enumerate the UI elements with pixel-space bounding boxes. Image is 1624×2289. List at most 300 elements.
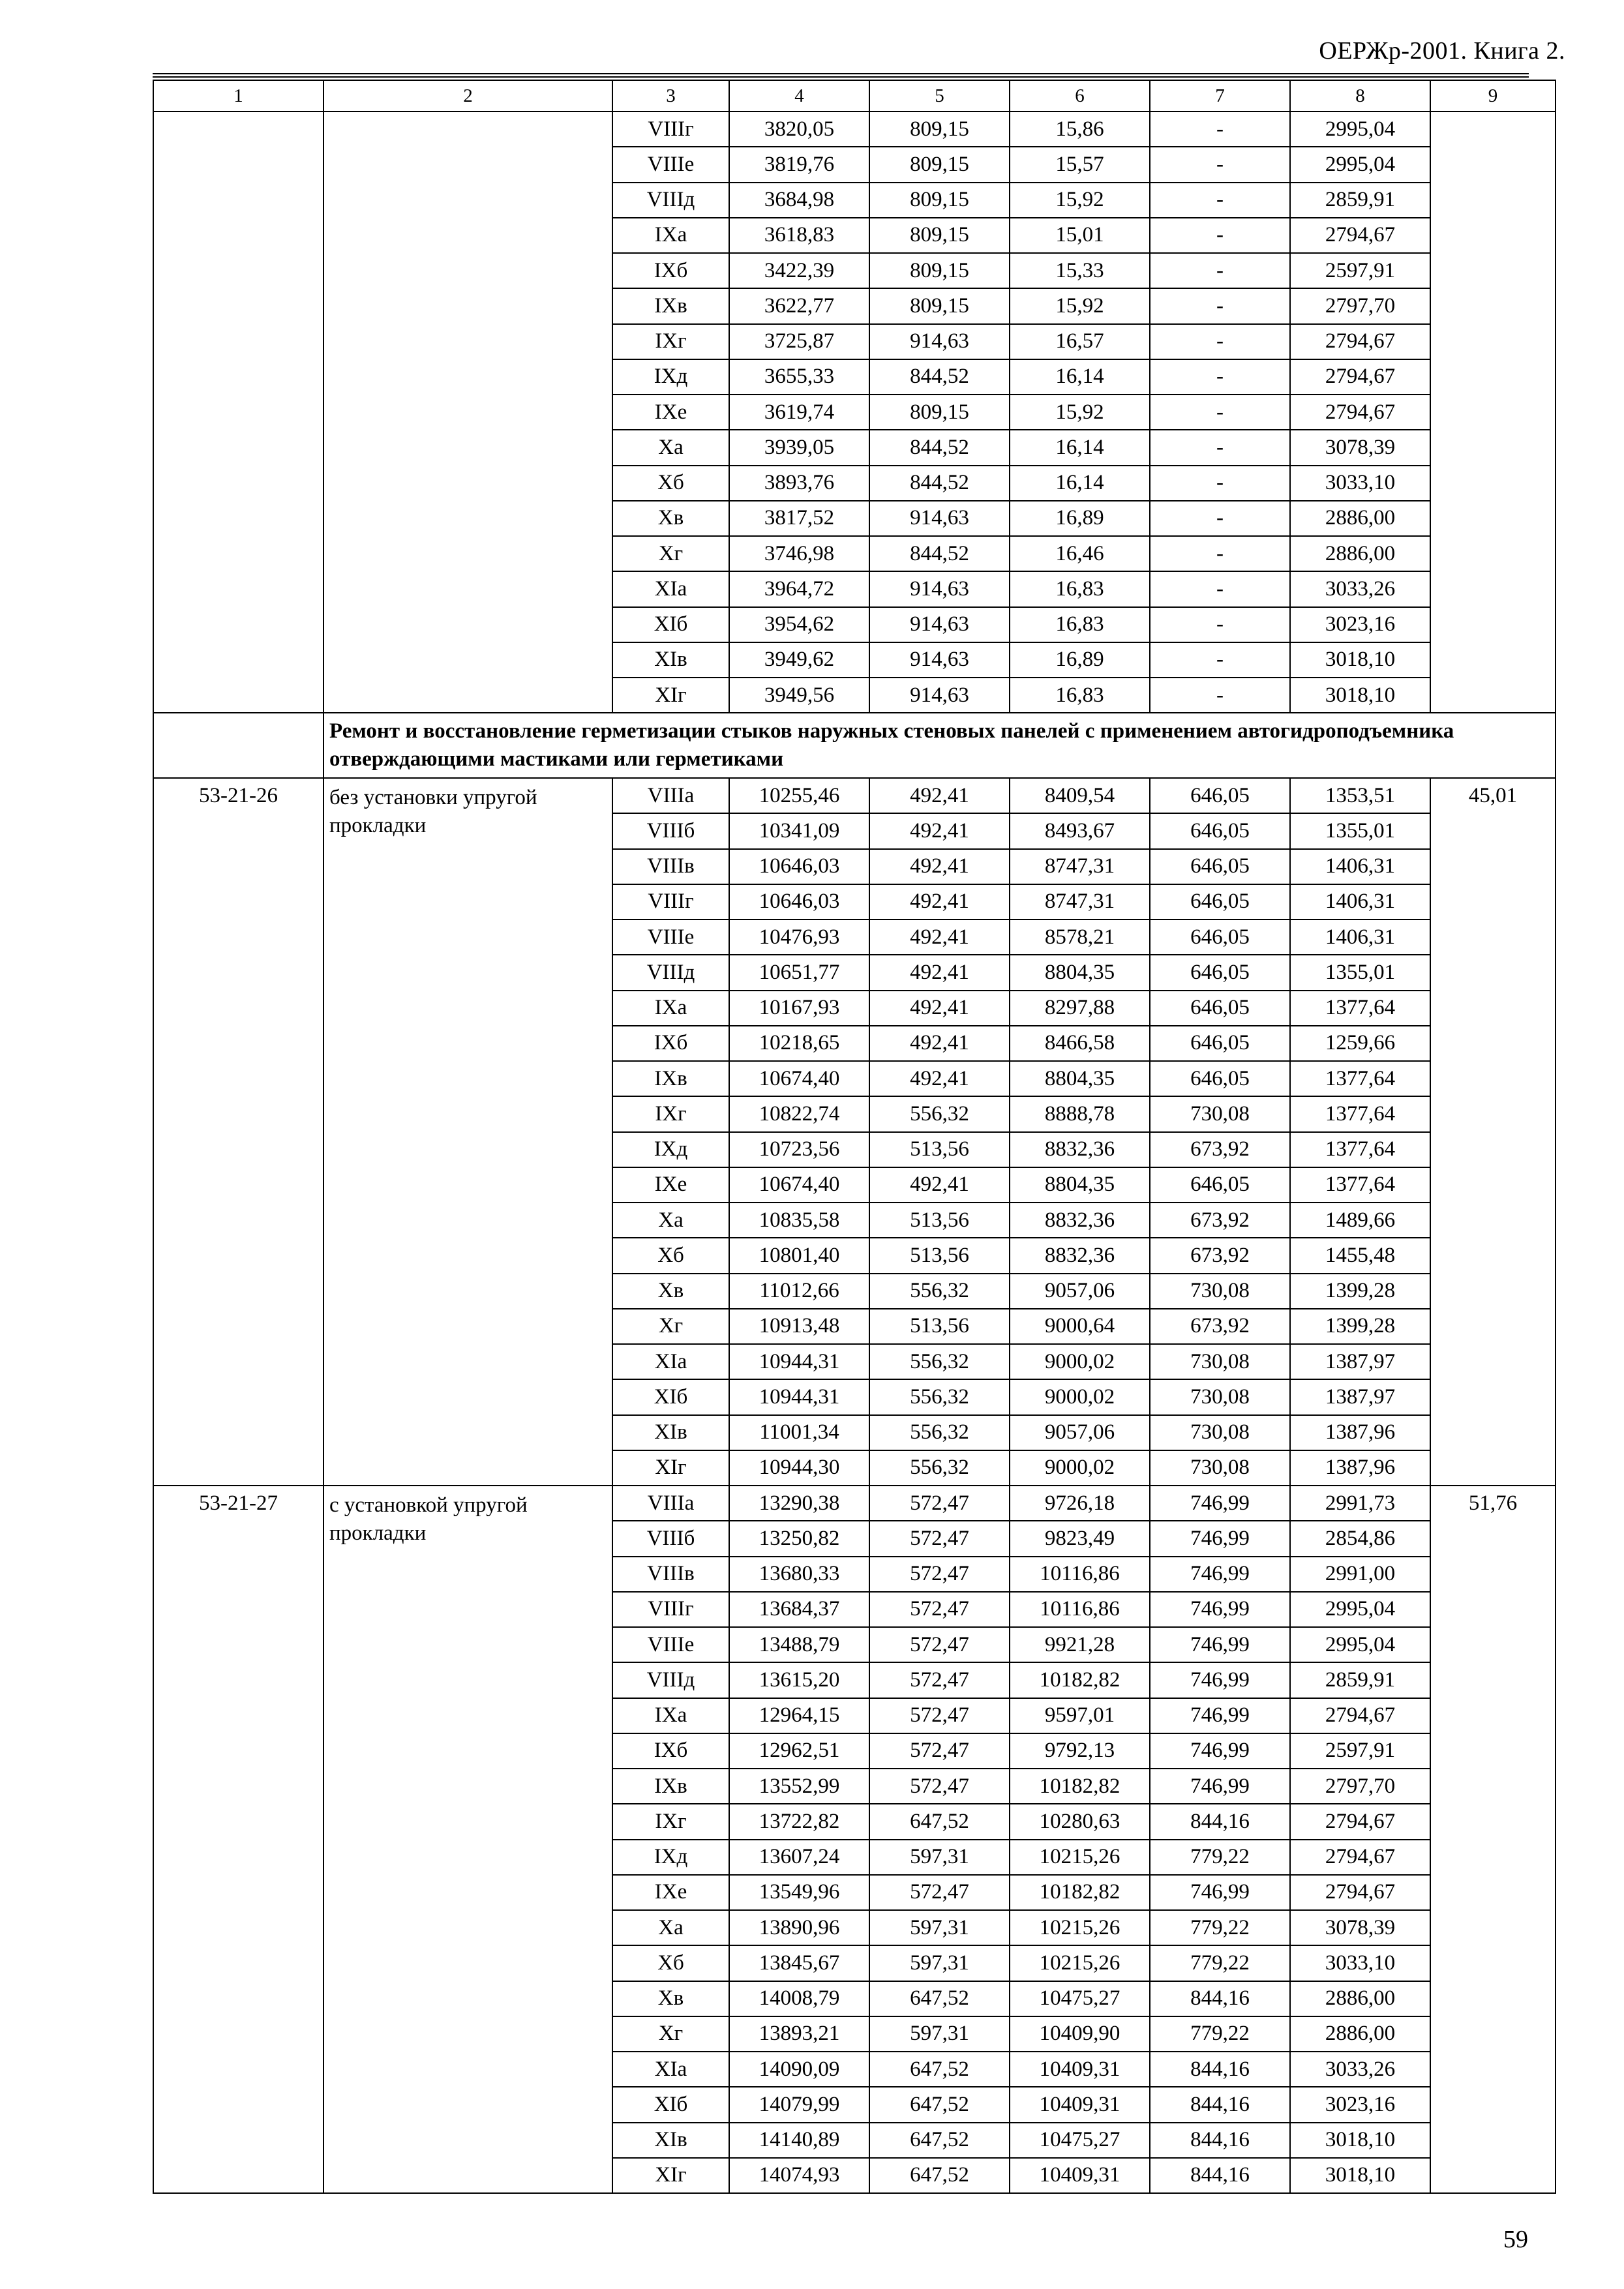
- value-cell: Xг: [612, 1309, 729, 1344]
- value-cell: -: [1150, 536, 1290, 571]
- value-cell: Xб: [612, 1238, 729, 1273]
- value-cell: 1399,28: [1290, 1274, 1430, 1309]
- column-number: 5: [869, 80, 1010, 112]
- value-cell: 14090,09: [729, 2052, 869, 2087]
- value-cell: 16,83: [1010, 571, 1150, 606]
- column-number: 6: [1010, 80, 1150, 112]
- value-cell: 8409,54: [1010, 778, 1150, 813]
- value-cell: 15,86: [1010, 112, 1150, 147]
- value-cell: 2886,00: [1290, 501, 1430, 536]
- value-cell: 10167,93: [729, 991, 869, 1026]
- value-cell: IXе: [612, 1875, 729, 1910]
- value-cell: 2794,67: [1290, 1840, 1430, 1875]
- value-cell: 3018,10: [1290, 678, 1430, 713]
- value-cell: Xб: [612, 1945, 729, 1981]
- value-cell: 3622,77: [729, 288, 869, 323]
- value-cell: 647,52: [869, 2052, 1010, 2087]
- value-cell: 646,05: [1150, 1026, 1290, 1061]
- value-cell: VIIIв: [612, 849, 729, 884]
- value-cell: 10674,40: [729, 1061, 869, 1096]
- value-cell: 10182,82: [1010, 1769, 1150, 1804]
- value-cell: 646,05: [1150, 920, 1290, 955]
- value-cell: 779,22: [1150, 1945, 1290, 1981]
- value-cell: 13488,79: [729, 1627, 869, 1662]
- value-cell: 3746,98: [729, 536, 869, 571]
- section-row: [153, 713, 1556, 778]
- value-cell: 2597,91: [1290, 253, 1430, 288]
- value-cell: 13684,37: [729, 1592, 869, 1627]
- value-cell: 2597,91: [1290, 1733, 1430, 1769]
- value-cell: 2854,86: [1290, 1521, 1430, 1556]
- value-cell: 10215,26: [1010, 1945, 1150, 1981]
- rate-description: с установкой упругой прокладки: [323, 1486, 612, 2193]
- value-cell: 746,99: [1150, 1698, 1290, 1733]
- value-cell: 572,47: [869, 1557, 1010, 1592]
- value-cell: 10182,82: [1010, 1662, 1150, 1698]
- value-cell: 9792,13: [1010, 1733, 1150, 1769]
- value-cell: 1406,31: [1290, 884, 1430, 920]
- value-cell: Xг: [612, 536, 729, 571]
- rate-code: 53-21-27: [153, 1486, 323, 2193]
- value-cell: 492,41: [869, 1167, 1010, 1203]
- rate-note: 51,76: [1430, 1486, 1556, 2193]
- value-cell: 3820,05: [729, 112, 869, 147]
- value-cell: 10913,48: [729, 1309, 869, 1344]
- value-cell: 16,14: [1010, 359, 1150, 395]
- value-cell: 779,22: [1150, 2016, 1290, 2052]
- value-cell: XIв: [612, 642, 729, 678]
- value-cell: -: [1150, 324, 1290, 359]
- value-cell: 10182,82: [1010, 1875, 1150, 1910]
- value-cell: 9597,01: [1010, 1698, 1150, 1733]
- table-row: [153, 778, 1556, 813]
- value-cell: -: [1150, 607, 1290, 642]
- value-cell: IXa: [612, 1698, 729, 1733]
- value-cell: 513,56: [869, 1132, 1010, 1167]
- value-cell: IXв: [612, 1061, 729, 1096]
- value-cell: 8747,31: [1010, 884, 1150, 920]
- value-cell: XIб: [612, 1379, 729, 1414]
- value-cell: 1377,64: [1290, 1096, 1430, 1131]
- value-cell: 13615,20: [729, 1662, 869, 1698]
- value-cell: 8804,35: [1010, 955, 1150, 990]
- value-cell: 1387,96: [1290, 1450, 1430, 1486]
- value-cell: 10835,58: [729, 1203, 869, 1238]
- value-cell: 844,16: [1150, 2158, 1290, 2193]
- value-cell: 3018,10: [1290, 2123, 1430, 2158]
- value-cell: 10218,65: [729, 1026, 869, 1061]
- value-cell: 9000,02: [1010, 1450, 1150, 1486]
- value-cell: 1377,64: [1290, 1061, 1430, 1096]
- value-cell: 10255,46: [729, 778, 869, 813]
- value-cell: XIa: [612, 1344, 729, 1379]
- note-cell: [1430, 112, 1556, 713]
- value-cell: 10116,86: [1010, 1592, 1150, 1627]
- value-cell: 10475,27: [1010, 1981, 1150, 2016]
- value-cell: 2794,67: [1290, 1804, 1430, 1839]
- value-cell: 3684,98: [729, 183, 869, 218]
- value-cell: 914,63: [869, 324, 1010, 359]
- value-cell: 746,99: [1150, 1557, 1290, 1592]
- value-cell: 646,05: [1150, 991, 1290, 1026]
- value-cell: 9726,18: [1010, 1486, 1150, 1521]
- value-cell: 914,63: [869, 642, 1010, 678]
- value-cell: 1377,64: [1290, 1167, 1430, 1203]
- value-cell: 3023,16: [1290, 607, 1430, 642]
- value-cell: IXв: [612, 288, 729, 323]
- value-cell: 3817,52: [729, 501, 869, 536]
- column-number: 2: [323, 80, 612, 112]
- value-cell: 809,15: [869, 183, 1010, 218]
- value-cell: 13845,67: [729, 1945, 869, 1981]
- value-cell: -: [1150, 466, 1290, 501]
- value-cell: -: [1150, 571, 1290, 606]
- value-cell: 673,92: [1150, 1309, 1290, 1344]
- value-cell: 8747,31: [1010, 849, 1150, 884]
- value-cell: 3018,10: [1290, 642, 1430, 678]
- value-cell: 844,16: [1150, 2087, 1290, 2122]
- column-number: 9: [1430, 80, 1556, 112]
- value-cell: 2995,04: [1290, 1627, 1430, 1662]
- table-row: [153, 1486, 1556, 1521]
- value-cell: 9000,02: [1010, 1344, 1150, 1379]
- value-cell: 746,99: [1150, 1486, 1290, 1521]
- value-cell: VIIIa: [612, 778, 729, 813]
- value-cell: Xб: [612, 466, 729, 501]
- value-cell: 647,52: [869, 1981, 1010, 2016]
- column-number: 7: [1150, 80, 1290, 112]
- value-cell: 746,99: [1150, 1875, 1290, 1910]
- value-cell: 844,16: [1150, 2123, 1290, 2158]
- value-cell: 730,08: [1150, 1344, 1290, 1379]
- value-cell: 572,47: [869, 1769, 1010, 1804]
- value-cell: 3422,39: [729, 253, 869, 288]
- value-cell: 492,41: [869, 1026, 1010, 1061]
- value-cell: 3023,16: [1290, 2087, 1430, 2122]
- value-cell: VIIIг: [612, 1592, 729, 1627]
- value-cell: 3018,10: [1290, 2158, 1430, 2193]
- value-cell: -: [1150, 218, 1290, 253]
- value-cell: 572,47: [869, 1662, 1010, 1698]
- value-cell: 597,31: [869, 1945, 1010, 1981]
- value-cell: Xв: [612, 1981, 729, 2016]
- value-cell: 1387,96: [1290, 1415, 1430, 1450]
- value-cell: 746,99: [1150, 1662, 1290, 1698]
- value-cell: 3725,87: [729, 324, 869, 359]
- value-cell: 556,32: [869, 1344, 1010, 1379]
- value-cell: 1455,48: [1290, 1238, 1430, 1273]
- value-cell: 2797,70: [1290, 288, 1430, 323]
- value-cell: IXд: [612, 1132, 729, 1167]
- value-cell: 2886,00: [1290, 536, 1430, 571]
- value-cell: 646,05: [1150, 955, 1290, 990]
- value-cell: -: [1150, 112, 1290, 147]
- value-cell: 10801,40: [729, 1238, 869, 1273]
- value-cell: 13890,96: [729, 1910, 869, 1945]
- value-cell: -: [1150, 501, 1290, 536]
- value-cell: 2859,91: [1290, 183, 1430, 218]
- value-cell: 3949,62: [729, 642, 869, 678]
- value-cell: 16,14: [1010, 430, 1150, 465]
- value-cell: XIг: [612, 2158, 729, 2193]
- value-cell: 10341,09: [729, 813, 869, 848]
- value-cell: 572,47: [869, 1698, 1010, 1733]
- column-number: 3: [612, 80, 729, 112]
- value-cell: 556,32: [869, 1379, 1010, 1414]
- value-cell: 914,63: [869, 607, 1010, 642]
- value-cell: 914,63: [869, 501, 1010, 536]
- value-cell: 809,15: [869, 253, 1010, 288]
- value-cell: Xa: [612, 1910, 729, 1945]
- document-header: ОЕРЖр-2001. Книга 2.: [1319, 37, 1565, 65]
- value-cell: 673,92: [1150, 1203, 1290, 1238]
- value-cell: 10944,30: [729, 1450, 869, 1486]
- value-cell: VIIIб: [612, 1521, 729, 1556]
- value-cell: 746,99: [1150, 1769, 1290, 1804]
- value-cell: 513,56: [869, 1203, 1010, 1238]
- value-cell: 3033,26: [1290, 2052, 1430, 2087]
- value-cell: 13549,96: [729, 1875, 869, 1910]
- value-cell: 646,05: [1150, 1061, 1290, 1096]
- value-cell: VIIIе: [612, 147, 729, 182]
- value-cell: 10409,31: [1010, 2052, 1150, 2087]
- value-cell: 10944,31: [729, 1344, 869, 1379]
- value-cell: 8493,67: [1010, 813, 1150, 848]
- value-cell: 1259,66: [1290, 1026, 1430, 1061]
- value-cell: 572,47: [869, 1733, 1010, 1769]
- value-cell: 556,32: [869, 1274, 1010, 1309]
- value-cell: IXе: [612, 1167, 729, 1203]
- value-cell: VIIIе: [612, 1627, 729, 1662]
- value-cell: 492,41: [869, 813, 1010, 848]
- value-cell: 646,05: [1150, 813, 1290, 848]
- table-row: [153, 112, 1556, 147]
- value-cell: 3949,56: [729, 678, 869, 713]
- value-cell: 844,52: [869, 466, 1010, 501]
- value-cell: 13680,33: [729, 1557, 869, 1592]
- value-cell: IXд: [612, 1840, 729, 1875]
- value-cell: 1355,01: [1290, 813, 1430, 848]
- value-cell: 10409,31: [1010, 2087, 1150, 2122]
- value-cell: 556,32: [869, 1415, 1010, 1450]
- value-cell: 11001,34: [729, 1415, 869, 1450]
- value-cell: 2797,70: [1290, 1769, 1430, 1804]
- value-cell: XIг: [612, 1450, 729, 1486]
- value-cell: Xa: [612, 1203, 729, 1238]
- value-cell: 15,33: [1010, 253, 1150, 288]
- value-cell: -: [1150, 147, 1290, 182]
- value-cell: 809,15: [869, 288, 1010, 323]
- value-cell: 10409,31: [1010, 2158, 1150, 2193]
- value-cell: 513,56: [869, 1238, 1010, 1273]
- value-cell: 3954,62: [729, 607, 869, 642]
- value-cell: XIa: [612, 571, 729, 606]
- value-cell: 746,99: [1150, 1592, 1290, 1627]
- value-cell: 597,31: [869, 2016, 1010, 2052]
- value-cell: 2859,91: [1290, 1662, 1430, 1698]
- value-cell: 647,52: [869, 2087, 1010, 2122]
- value-cell: 2995,04: [1290, 147, 1430, 182]
- section-title: Ремонт и восстановление герметизации стыков наружных стеновых панелей с применением автогидроподъемника отверждающими мастиками или герметиками: [323, 713, 1556, 778]
- value-cell: -: [1150, 253, 1290, 288]
- value-cell: 1399,28: [1290, 1309, 1430, 1344]
- rate-note: 45,01: [1430, 778, 1556, 1486]
- value-cell: 8832,36: [1010, 1132, 1150, 1167]
- value-cell: 10475,27: [1010, 2123, 1150, 2158]
- column-number: 8: [1290, 80, 1430, 112]
- value-cell: 809,15: [869, 147, 1010, 182]
- value-cell: 3893,76: [729, 466, 869, 501]
- value-cell: 3618,83: [729, 218, 869, 253]
- value-cell: VIIIе: [612, 920, 729, 955]
- code-cell: [153, 112, 323, 713]
- value-cell: 673,92: [1150, 1132, 1290, 1167]
- value-cell: 492,41: [869, 1061, 1010, 1096]
- value-cell: IXд: [612, 359, 729, 395]
- value-cell: 1355,01: [1290, 955, 1430, 990]
- value-cell: 3078,39: [1290, 430, 1430, 465]
- value-cell: 556,32: [869, 1450, 1010, 1486]
- value-cell: 572,47: [869, 1486, 1010, 1521]
- value-cell: 2886,00: [1290, 2016, 1430, 2052]
- value-cell: 14140,89: [729, 2123, 869, 2158]
- value-cell: 556,32: [869, 1096, 1010, 1131]
- value-cell: 9057,06: [1010, 1415, 1150, 1450]
- value-cell: 11012,66: [729, 1274, 869, 1309]
- section-code-cell: [153, 713, 323, 778]
- value-cell: 9000,64: [1010, 1309, 1150, 1344]
- value-cell: Xв: [612, 501, 729, 536]
- value-cell: 13552,99: [729, 1769, 869, 1804]
- value-cell: 2794,67: [1290, 218, 1430, 253]
- value-cell: 1377,64: [1290, 991, 1430, 1026]
- value-cell: Xa: [612, 430, 729, 465]
- value-cell: 597,31: [869, 1910, 1010, 1945]
- value-cell: 9921,28: [1010, 1627, 1150, 1662]
- table-body: [153, 80, 1556, 2193]
- value-cell: 730,08: [1150, 1274, 1290, 1309]
- value-cell: 492,41: [869, 778, 1010, 813]
- value-cell: 1387,97: [1290, 1379, 1430, 1414]
- value-cell: 730,08: [1150, 1096, 1290, 1131]
- value-cell: 9823,49: [1010, 1521, 1150, 1556]
- value-cell: 3033,26: [1290, 571, 1430, 606]
- column-number: 1: [153, 80, 323, 112]
- value-cell: 16,57: [1010, 324, 1150, 359]
- value-cell: 844,16: [1150, 2052, 1290, 2087]
- value-cell: 16,14: [1010, 466, 1150, 501]
- value-cell: 572,47: [869, 1592, 1010, 1627]
- header-rule: [153, 73, 1529, 78]
- value-cell: 492,41: [869, 991, 1010, 1026]
- value-cell: 3619,74: [729, 395, 869, 430]
- value-cell: IXв: [612, 1769, 729, 1804]
- value-cell: 647,52: [869, 2123, 1010, 2158]
- value-cell: 10646,03: [729, 849, 869, 884]
- value-cell: 513,56: [869, 1309, 1010, 1344]
- value-cell: 730,08: [1150, 1415, 1290, 1450]
- value-cell: XIг: [612, 678, 729, 713]
- value-cell: 10944,31: [729, 1379, 869, 1414]
- value-cell: 572,47: [869, 1521, 1010, 1556]
- value-cell: 809,15: [869, 112, 1010, 147]
- value-cell: 16,89: [1010, 501, 1150, 536]
- value-cell: 844,52: [869, 430, 1010, 465]
- value-cell: 13290,38: [729, 1486, 869, 1521]
- value-cell: 10116,86: [1010, 1557, 1150, 1592]
- value-cell: IXa: [612, 218, 729, 253]
- value-cell: 492,41: [869, 955, 1010, 990]
- rate-code: 53-21-26: [153, 778, 323, 1486]
- value-cell: 3033,10: [1290, 466, 1430, 501]
- value-cell: 8297,88: [1010, 991, 1150, 1026]
- rate-description: без установки упругой прокладки: [323, 778, 612, 1486]
- value-cell: VIIIд: [612, 183, 729, 218]
- value-cell: 16,46: [1010, 536, 1150, 571]
- value-cell: 1353,51: [1290, 778, 1430, 813]
- value-cell: 2886,00: [1290, 1981, 1430, 2016]
- value-cell: -: [1150, 359, 1290, 395]
- value-cell: IXе: [612, 395, 729, 430]
- value-cell: 572,47: [869, 1627, 1010, 1662]
- value-cell: 779,22: [1150, 1910, 1290, 1945]
- value-cell: 8466,58: [1010, 1026, 1150, 1061]
- value-cell: 914,63: [869, 571, 1010, 606]
- value-cell: 2794,67: [1290, 324, 1430, 359]
- value-cell: 14008,79: [729, 1981, 869, 2016]
- value-cell: Xв: [612, 1274, 729, 1309]
- value-cell: 1406,31: [1290, 920, 1430, 955]
- value-cell: -: [1150, 395, 1290, 430]
- value-cell: 2991,00: [1290, 1557, 1430, 1592]
- value-cell: 647,52: [869, 2158, 1010, 2193]
- value-cell: 10476,93: [729, 920, 869, 955]
- value-cell: 10409,90: [1010, 2016, 1150, 2052]
- value-cell: 10651,77: [729, 955, 869, 990]
- value-cell: 14074,93: [729, 2158, 869, 2193]
- value-cell: 12962,51: [729, 1733, 869, 1769]
- value-cell: 3033,10: [1290, 1945, 1430, 1981]
- value-cell: 3655,33: [729, 359, 869, 395]
- value-cell: 914,63: [869, 678, 1010, 713]
- value-cell: 730,08: [1150, 1379, 1290, 1414]
- value-cell: 3964,72: [729, 571, 869, 606]
- value-cell: VIIIa: [612, 1486, 729, 1521]
- value-cell: 3939,05: [729, 430, 869, 465]
- value-cell: XIб: [612, 2087, 729, 2122]
- value-cell: 2794,67: [1290, 1875, 1430, 1910]
- rates-table: [153, 80, 1556, 2194]
- value-cell: -: [1150, 183, 1290, 218]
- value-cell: Xг: [612, 2016, 729, 2052]
- value-cell: 844,52: [869, 536, 1010, 571]
- value-cell: 16,83: [1010, 607, 1150, 642]
- value-cell: 1377,64: [1290, 1132, 1430, 1167]
- value-cell: 646,05: [1150, 849, 1290, 884]
- value-cell: 844,16: [1150, 1981, 1290, 2016]
- column-number-row: [153, 80, 1556, 112]
- value-cell: 572,47: [869, 1875, 1010, 1910]
- value-cell: 10646,03: [729, 884, 869, 920]
- value-cell: 597,31: [869, 1840, 1010, 1875]
- description-cell: [323, 112, 612, 713]
- value-cell: 13893,21: [729, 2016, 869, 2052]
- value-cell: 844,16: [1150, 1804, 1290, 1839]
- value-cell: 10215,26: [1010, 1840, 1150, 1875]
- value-cell: 673,92: [1150, 1238, 1290, 1273]
- value-cell: 746,99: [1150, 1627, 1290, 1662]
- value-cell: XIб: [612, 607, 729, 642]
